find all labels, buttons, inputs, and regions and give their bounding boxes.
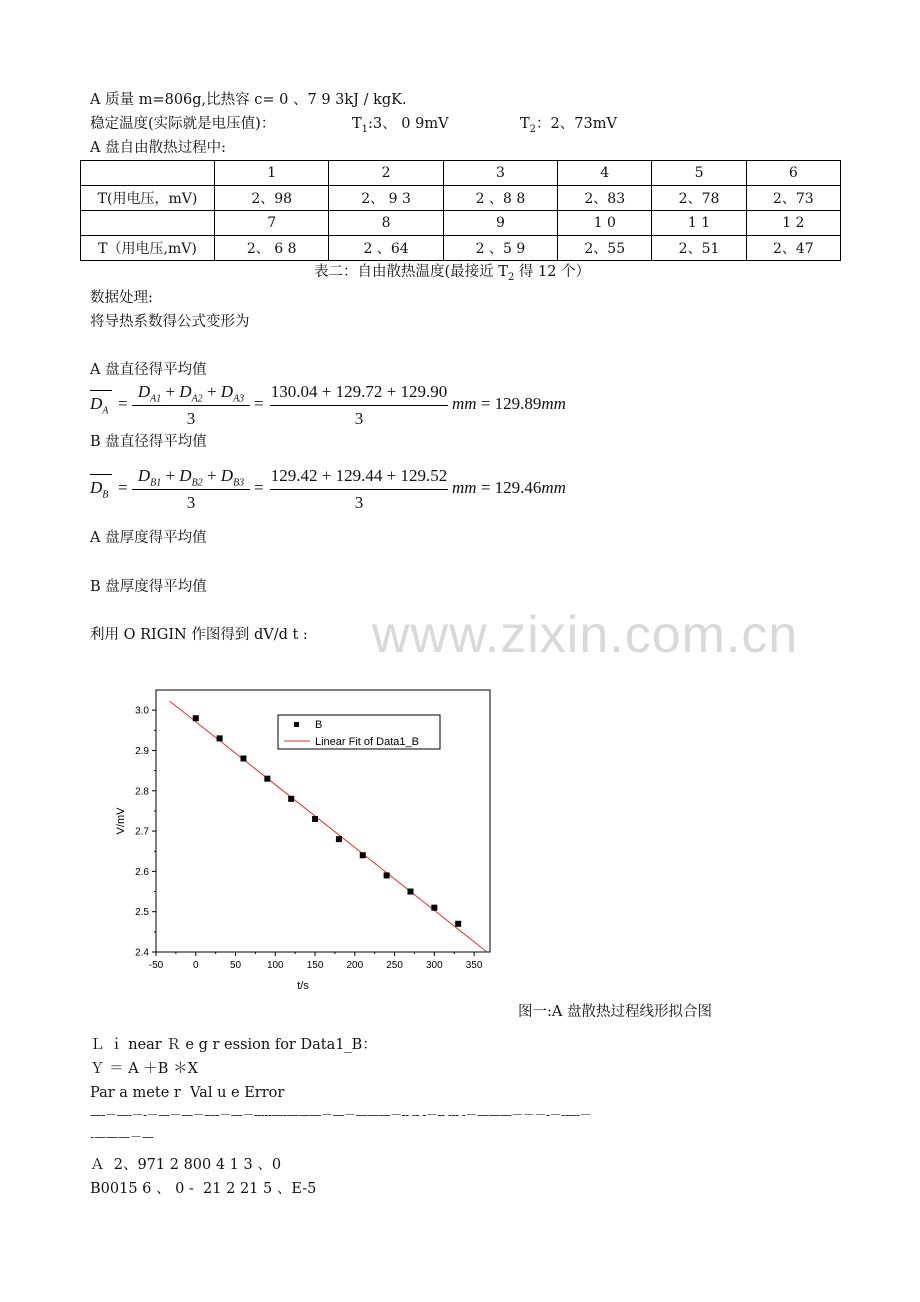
row-header-cell [81,161,215,186]
table-row [81,161,841,186]
y-tick-label: 3.0 [135,705,149,717]
legend-label-b: B [315,719,323,731]
y-tick-label: 2.8 [135,786,149,798]
table-cell: 1 0 [558,211,652,236]
data-point [336,836,342,842]
table-cell: 1 1 [652,211,746,236]
data-point [360,852,366,858]
x-tick-label: 300 [425,960,443,971]
table-cell: 1 2 [746,211,840,236]
figure-caption: 图一:A 盘散热过程线形拟合图 [518,1004,712,1020]
data-point [431,905,437,911]
table-cell: 2、51 [652,236,746,261]
data-point [455,921,461,927]
table-cell: 2、55 [558,236,652,261]
table-cell: 2、73 [746,186,840,211]
watermark: www.zixin.com.cn [372,606,799,664]
table-cell: 2 [329,161,443,186]
table-cell: 4 [558,161,652,186]
x-tick-label: 100 [266,960,284,971]
table-cell: 2、83 [558,186,652,211]
free-cooling-label: A 盘自由散热过程中: [90,140,226,156]
regression-row-a: Ａ 2、971 2 800 4 1 3 、0 [90,1157,282,1173]
data-point [288,796,294,802]
data-point [384,872,390,878]
data-point [240,756,246,762]
b-thickness-label: B 盘厚度得平均值 [90,579,207,595]
table-cell: 8 [329,211,443,236]
table-cell: 2 、64 [329,236,443,261]
a-diameter-label: A 盘直径得平均值 [90,362,207,378]
table-cell: 2 、8 8 [443,186,557,211]
table-cell: 2、78 [652,186,746,211]
table-cell: 2、 9 3 [329,186,443,211]
table-cell: 1 [215,161,329,186]
formula-intro: 将导热系数得公式变形为 [90,314,250,330]
data-point [217,735,223,741]
x-tick-label: 350 [465,960,483,971]
table-cell: 2、 6 8 [215,236,329,261]
table-cell: 5 [652,161,746,186]
table-row [81,211,841,236]
data-point [407,889,413,895]
data-point [264,776,270,782]
table-caption: 表二：自由散热温度(最接近 $T_2$ 得 12 个） [314,264,591,283]
regression-rule: —-－—-－-－—－—－—-－—－-----—-———－—－———－-- -- -－-- --- -－———－－－-－-—-－ [90,1108,592,1122]
table-cell: 2 、5 9 [443,236,557,261]
regression-header: Par a mete r Val u e Error [90,1085,285,1101]
x-tick-label: 250 [386,960,403,971]
regression-rule-2: -———－— [90,1130,155,1144]
x-tick-label: 200 [346,960,364,971]
y-tick-label: 2.9 [135,745,149,757]
origin-line: 利用 O RIGIN 作图得到 dV/d t : [90,627,308,643]
table-cell: 2、98 [215,186,329,211]
row-header-cell [81,211,215,236]
cooling-fit-chart [110,680,510,1000]
x-tick-label: -50 [148,960,164,971]
row-header-cell: T(用电压，mV) [81,186,215,211]
regression-model: Ｙ ＝ A ＋B ＊X [90,1061,198,1077]
t1-value: $T_1:3$、 0 9mV [352,116,449,135]
b-diameter-label: B 盘直径得平均值 [90,434,207,450]
table-cell: 9 [443,211,557,236]
a-thickness-label: A 盘厚度得平均值 [90,530,207,546]
y-tick-label: 2.6 [135,866,149,878]
row-header-cell: T（用电压,mV) [81,236,215,261]
legend-label-fit: Linear Fit of Data1_B [315,736,419,748]
table-cell: 3 [443,161,557,186]
processing-title: 数据处理: [90,290,153,306]
stable-temp-label: 稳定温度(实际就是电压值)： [90,116,276,132]
x-tick-label: 0 [192,960,199,971]
data-point [193,715,199,721]
y-tick-label: 2.4 [135,947,149,959]
x-tick-label: 150 [306,960,324,971]
regression-row-b: B0015 6 、 0 - 21 2 21 5 、E-5 [90,1181,317,1197]
table-row [81,186,841,211]
data-point [312,816,318,822]
t2-value: $T_2$：2、73mV [520,116,617,135]
legend-marker [294,722,299,727]
regression-title: Ｌ ｉ near Ｒ e g r ession for Data1_B： [90,1037,377,1053]
y-tick-label: 2.7 [135,826,149,838]
mass-heat-line: A 质量 m=806g,比热容 c= 0 、7 9 3kJ / kgK. [90,92,407,108]
table-cell: 7 [215,211,329,236]
table-row [81,236,841,261]
table-cell: 2、47 [746,236,840,261]
y-tick-label: 2.5 [135,907,149,919]
x-axis-label: t/s [297,980,309,992]
x-tick-label: 50 [229,960,242,971]
y-axis-label: V/mV [115,807,127,835]
table-cell: 6 [746,161,840,186]
cooling-table [80,160,841,261]
